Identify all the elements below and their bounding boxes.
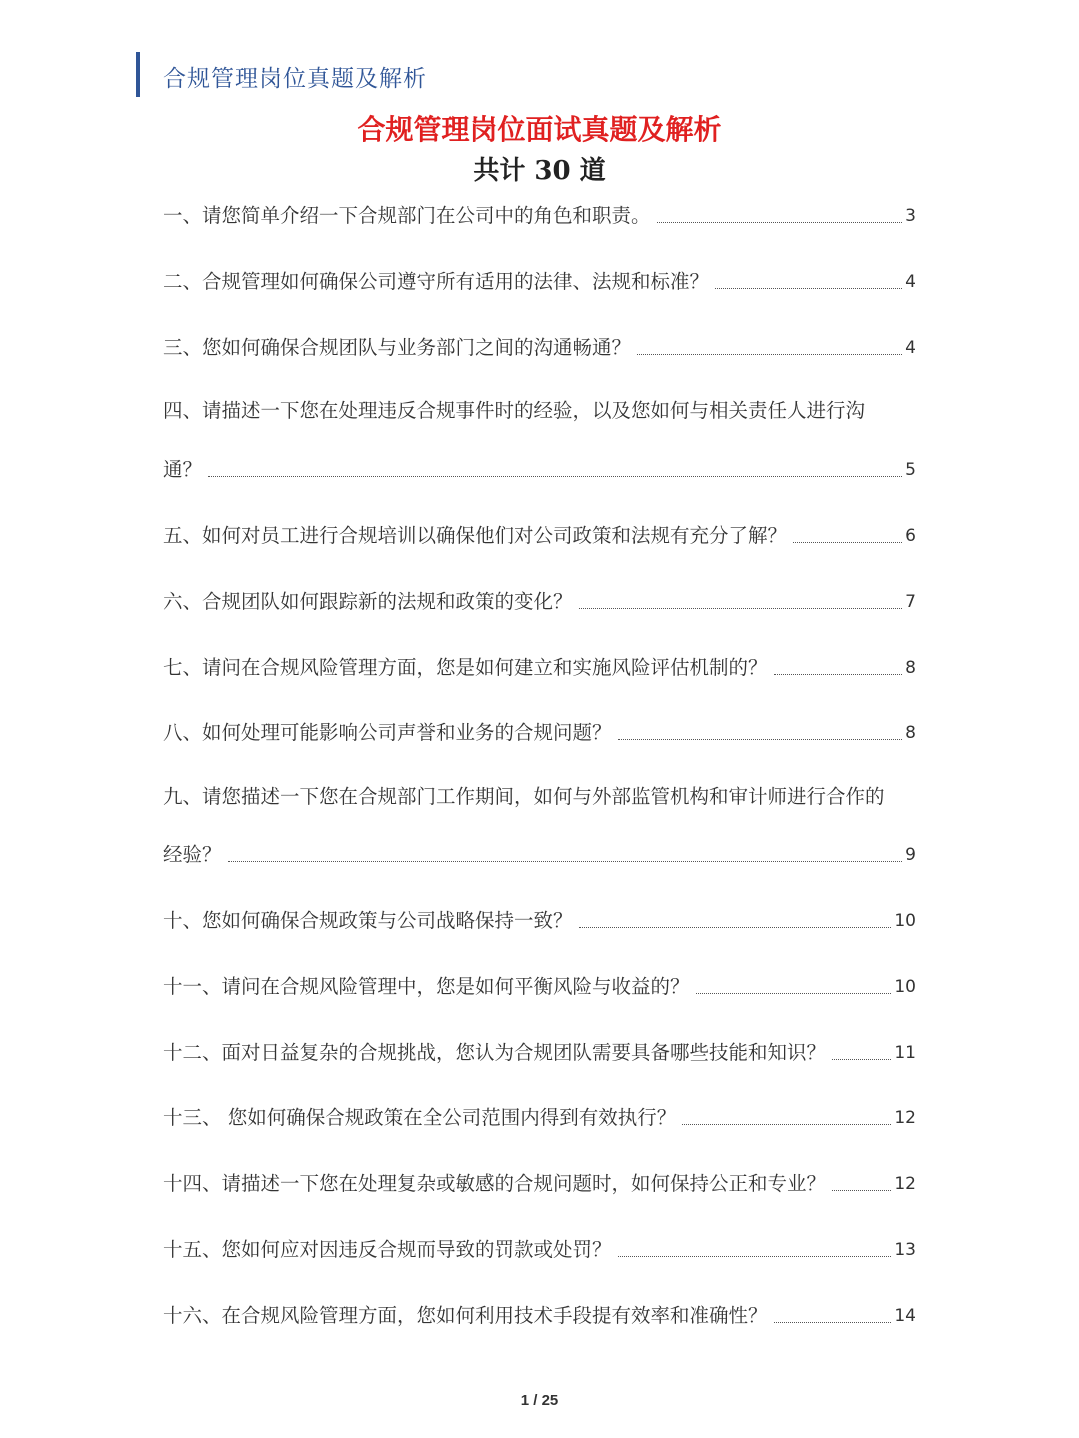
toc-dot-leader — [579, 608, 903, 609]
toc-entry[interactable] — [163, 1237, 916, 1263]
toc-entry-text: 十三、 您如何确保合规政策在全公司范围内得到有效执行？ — [163, 1106, 677, 1129]
toc-page-number: 10 — [894, 911, 916, 931]
toc-entry-text: 八、如何处理可能影响公司声誉和业务的合规问题？ — [163, 721, 612, 744]
toc-dot-leader — [832, 1190, 891, 1191]
toc-page-number: 13 — [894, 1240, 916, 1260]
toc-entry[interactable] — [163, 720, 916, 746]
toc-page-number: 5 — [905, 460, 916, 480]
toc-entry[interactable] — [163, 1171, 916, 1197]
toc-entry-text-line1[interactable]: 四、请描述一下您在处理违反合规事件时的经验，以及您如何与相关责任人进行沟 — [163, 399, 866, 422]
toc-entry-text: 三、您如何确保合规团队与业务部门之间的沟通畅通？ — [163, 336, 632, 359]
toc-entry[interactable] — [163, 523, 916, 549]
toc-entry[interactable] — [163, 457, 916, 483]
toc-dot-leader — [682, 1124, 891, 1125]
toc-page-number: 3 — [905, 206, 916, 226]
header-accent-bar — [136, 52, 140, 97]
toc-entry[interactable] — [163, 589, 916, 615]
toc-entry-text: 十二、面对日益复杂的合规挑战，您认为合规团队需要具备哪些技能和知识？ — [163, 1041, 827, 1064]
toc-entry[interactable] — [163, 655, 916, 681]
page-indicator: 1 / 25 — [520, 1392, 559, 1409]
toc-dot-leader — [793, 542, 902, 543]
document-subtitle: 共计 30 道 — [473, 156, 606, 186]
toc-page-number: 4 — [905, 272, 916, 292]
toc-page-number: 9 — [905, 845, 916, 865]
toc-entry-text: 七、请问在合规风险管理方面，您是如何建立和实施风险评估机制的？ — [163, 656, 768, 679]
toc-entry-text: 通？ — [163, 458, 203, 481]
toc-entry-text: 十六、在合规风险管理方面，您如何利用技术手段提有效率和准确性？ — [163, 1304, 768, 1327]
toc-page-number: 4 — [905, 338, 916, 358]
toc-dot-leader — [228, 861, 903, 862]
toc-dot-leader — [832, 1059, 891, 1060]
toc-dot-leader — [208, 476, 902, 477]
toc-entry-text: 十一、请问在合规风险管理中，您是如何平衡风险与收益的？ — [163, 975, 690, 998]
toc-page-number: 14 — [894, 1306, 916, 1326]
toc-entry[interactable] — [163, 1040, 916, 1066]
toc-entry-text: 六、合规团队如何跟踪新的法规和政策的变化？ — [163, 590, 573, 613]
toc-entry[interactable] — [163, 203, 916, 229]
toc-entry[interactable] — [163, 908, 916, 934]
toc-dot-leader — [696, 993, 892, 994]
toc-entry[interactable] — [163, 335, 916, 361]
toc-entry-text: 二、合规管理如何确保公司遵守所有适用的法律、法规和标准？ — [163, 270, 710, 293]
toc-dot-leader — [715, 288, 902, 289]
toc-page-number: 12 — [894, 1108, 916, 1128]
toc-dot-leader — [637, 354, 902, 355]
toc-page-number: 8 — [905, 658, 916, 678]
toc-entry-text: 十五、您如何应对因违反合规而导致的罚款或处罚？ — [163, 1238, 612, 1261]
toc-entry[interactable] — [163, 1303, 916, 1329]
toc-entry[interactable] — [163, 269, 916, 295]
toc-dot-leader — [657, 222, 903, 223]
toc-entry[interactable] — [163, 842, 916, 868]
toc-page-number: 10 — [894, 977, 916, 997]
toc-entry-text: 经验？ — [163, 843, 222, 866]
toc-page-number: 12 — [894, 1174, 916, 1194]
toc-entry-text: 一、请您简单介绍一下合规部门在公司中的角色和职责。 — [163, 204, 651, 227]
toc-dot-leader — [618, 1256, 892, 1257]
toc-entry-text: 十四、请描述一下您在处理复杂或敏感的合规问题时，如何保持公正和专业？ — [163, 1172, 827, 1195]
toc-page-number: 8 — [905, 723, 916, 743]
toc-dot-leader — [579, 927, 892, 928]
toc-page-number: 6 — [905, 526, 916, 546]
toc-page-number: 7 — [905, 592, 916, 612]
running-header-title: 合规管理岗位真题及解析 — [163, 66, 427, 92]
toc-dot-leader — [774, 674, 903, 675]
toc-entry-text: 五、如何对员工进行合规培训以确保他们对公司政策和法规有充分了解？ — [163, 524, 788, 547]
toc-entry[interactable] — [163, 1105, 916, 1131]
toc-entry-text-line1[interactable]: 九、请您描述一下您在合规部门工作期间，如何与外部监管机构和审计师进行合作的 — [163, 785, 885, 808]
toc-entry-text: 十、您如何确保合规政策与公司战略保持一致？ — [163, 909, 573, 932]
toc-entry[interactable] — [163, 974, 916, 1000]
toc-page-number: 11 — [894, 1043, 916, 1063]
toc-dot-leader — [774, 1322, 892, 1323]
toc-dot-leader — [618, 739, 903, 740]
document-title: 合规管理岗位面试真题及解析 — [357, 113, 722, 146]
